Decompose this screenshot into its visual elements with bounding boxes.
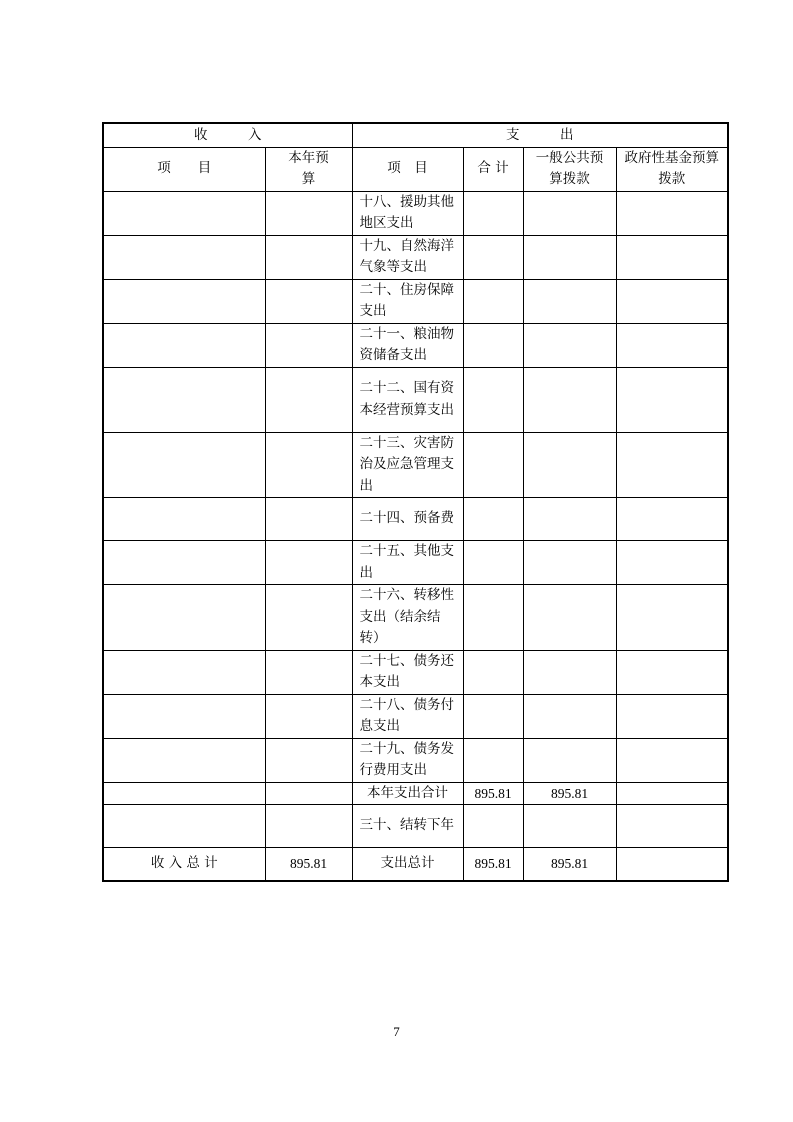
general-budget-cell <box>523 738 616 782</box>
fund-budget-cell <box>616 541 728 585</box>
carryover-fund <box>616 805 728 848</box>
income-budget-header: 本年预算 <box>265 147 352 191</box>
income-item-cell <box>103 694 265 738</box>
header-row-2 <box>103 147 728 191</box>
income-item-cell <box>103 191 265 235</box>
annual-fund-value <box>616 782 728 805</box>
expense-header: 支 出 <box>352 123 728 147</box>
table-row <box>103 191 728 235</box>
expense-total-cell <box>463 367 523 432</box>
annual-total-row <box>103 782 728 805</box>
income-value-cell <box>265 694 352 738</box>
fund-budget-cell <box>616 323 728 367</box>
annual-general-value: 895.81 <box>523 782 616 805</box>
income-header: 收 入 <box>103 123 352 147</box>
fund-budget-cell <box>616 279 728 323</box>
fund-budget-cell <box>616 191 728 235</box>
income-value-cell <box>265 191 352 235</box>
fund-budget-cell <box>616 367 728 432</box>
table-row <box>103 432 728 498</box>
income-item-cell <box>103 498 265 541</box>
general-budget-cell <box>523 367 616 432</box>
expense-item-cell: 二十五、其他支出 <box>352 541 463 585</box>
income-item-cell <box>103 323 265 367</box>
income-item-cell <box>103 367 265 432</box>
general-grand-total-value: 895.81 <box>523 848 616 881</box>
income-value-cell <box>265 738 352 782</box>
fund-budget-cell <box>616 432 728 498</box>
general-budget-cell <box>523 650 616 694</box>
general-budget-cell <box>523 323 616 367</box>
table-row <box>103 650 728 694</box>
header-row-1 <box>103 123 728 147</box>
fund-budget-cell <box>616 738 728 782</box>
grand-total-row <box>103 848 728 881</box>
income-value-cell <box>265 235 352 279</box>
expense-total-cell <box>463 541 523 585</box>
income-value-cell <box>265 323 352 367</box>
income-item-header: 项 目 <box>103 147 265 191</box>
expense-total-cell <box>463 650 523 694</box>
expense-total-label: 支出总计 <box>352 848 463 881</box>
expense-total-cell <box>463 235 523 279</box>
page-number: 7 <box>393 1024 400 1039</box>
table-row <box>103 323 728 367</box>
expense-total-cell <box>463 432 523 498</box>
expense-item-cell: 十八、援助其他地区支出 <box>352 191 463 235</box>
expense-item-cell: 二十六、转移性支出（结余结转） <box>352 585 463 651</box>
income-total-value: 895.81 <box>265 848 352 881</box>
expense-total-cell <box>463 191 523 235</box>
income-value-cell <box>265 805 352 848</box>
expense-item-cell: 二十二、国有资本经营预算支出 <box>352 367 463 432</box>
carryover-row <box>103 805 728 848</box>
expense-item-cell: 二十三、灾害防治及应急管理支出 <box>352 432 463 498</box>
expense-total-cell <box>463 585 523 651</box>
carryover-total <box>463 805 523 848</box>
table-row <box>103 738 728 782</box>
income-item-cell <box>103 541 265 585</box>
income-item-cell <box>103 432 265 498</box>
table-row <box>103 585 728 651</box>
expense-grand-total-value: 895.81 <box>463 848 523 881</box>
table-row <box>103 367 728 432</box>
carryover-item: 三十、结转下年 <box>352 805 463 848</box>
income-total-label: 收 入 总 计 <box>103 848 265 881</box>
general-budget-cell <box>523 498 616 541</box>
annual-total-value: 895.81 <box>463 782 523 805</box>
income-item-cell <box>103 279 265 323</box>
expense-item-cell: 二十七、债务还本支出 <box>352 650 463 694</box>
expense-total-cell <box>463 323 523 367</box>
general-budget-cell <box>523 191 616 235</box>
income-value-cell <box>265 541 352 585</box>
income-item-cell <box>103 805 265 848</box>
expense-item-cell: 二十四、预备费 <box>352 498 463 541</box>
annual-total-label: 本年支出合计 <box>352 782 463 805</box>
general-budget-cell <box>523 585 616 651</box>
expense-item-cell: 十九、自然海洋气象等支出 <box>352 235 463 279</box>
general-budget-cell <box>523 541 616 585</box>
income-item-cell <box>103 738 265 782</box>
table-row <box>103 541 728 585</box>
expense-item-cell: 二十九、债务发行费用支出 <box>352 738 463 782</box>
income-value-cell <box>265 367 352 432</box>
carryover-general <box>523 805 616 848</box>
table-row <box>103 235 728 279</box>
income-item-cell <box>103 585 265 651</box>
budget-table <box>102 122 729 882</box>
fund-budget-cell <box>616 235 728 279</box>
expense-item-cell: 二十八、债务付息支出 <box>352 694 463 738</box>
general-budget-cell <box>523 694 616 738</box>
income-value-cell <box>265 279 352 323</box>
fund-budget-header: 政府性基金预算拨款 <box>616 147 728 191</box>
general-budget-header: 一般公共预算拨款 <box>523 147 616 191</box>
fund-budget-cell <box>616 498 728 541</box>
income-value-cell <box>265 585 352 651</box>
fund-budget-cell <box>616 585 728 651</box>
table-row <box>103 694 728 738</box>
fund-budget-cell <box>616 694 728 738</box>
expense-total-cell <box>463 694 523 738</box>
expense-item-cell: 二十一、粮油物资储备支出 <box>352 323 463 367</box>
income-item-cell <box>103 235 265 279</box>
expense-item-cell: 二十、住房保障支出 <box>352 279 463 323</box>
income-value-cell <box>265 498 352 541</box>
expense-total-cell <box>463 498 523 541</box>
fund-budget-cell <box>616 650 728 694</box>
general-budget-cell <box>523 235 616 279</box>
table-row <box>103 279 728 323</box>
income-value-cell <box>265 432 352 498</box>
general-budget-cell <box>523 279 616 323</box>
fund-grand-total-value <box>616 848 728 881</box>
general-budget-cell <box>523 432 616 498</box>
income-value-cell <box>265 782 352 805</box>
income-value-cell <box>265 650 352 694</box>
income-item-cell <box>103 650 265 694</box>
expense-total-header: 合 计 <box>463 147 523 191</box>
income-item-cell <box>103 782 265 805</box>
expense-item-header: 项 目 <box>352 147 463 191</box>
table-row <box>103 498 728 541</box>
expense-total-cell <box>463 279 523 323</box>
expense-total-cell <box>463 738 523 782</box>
